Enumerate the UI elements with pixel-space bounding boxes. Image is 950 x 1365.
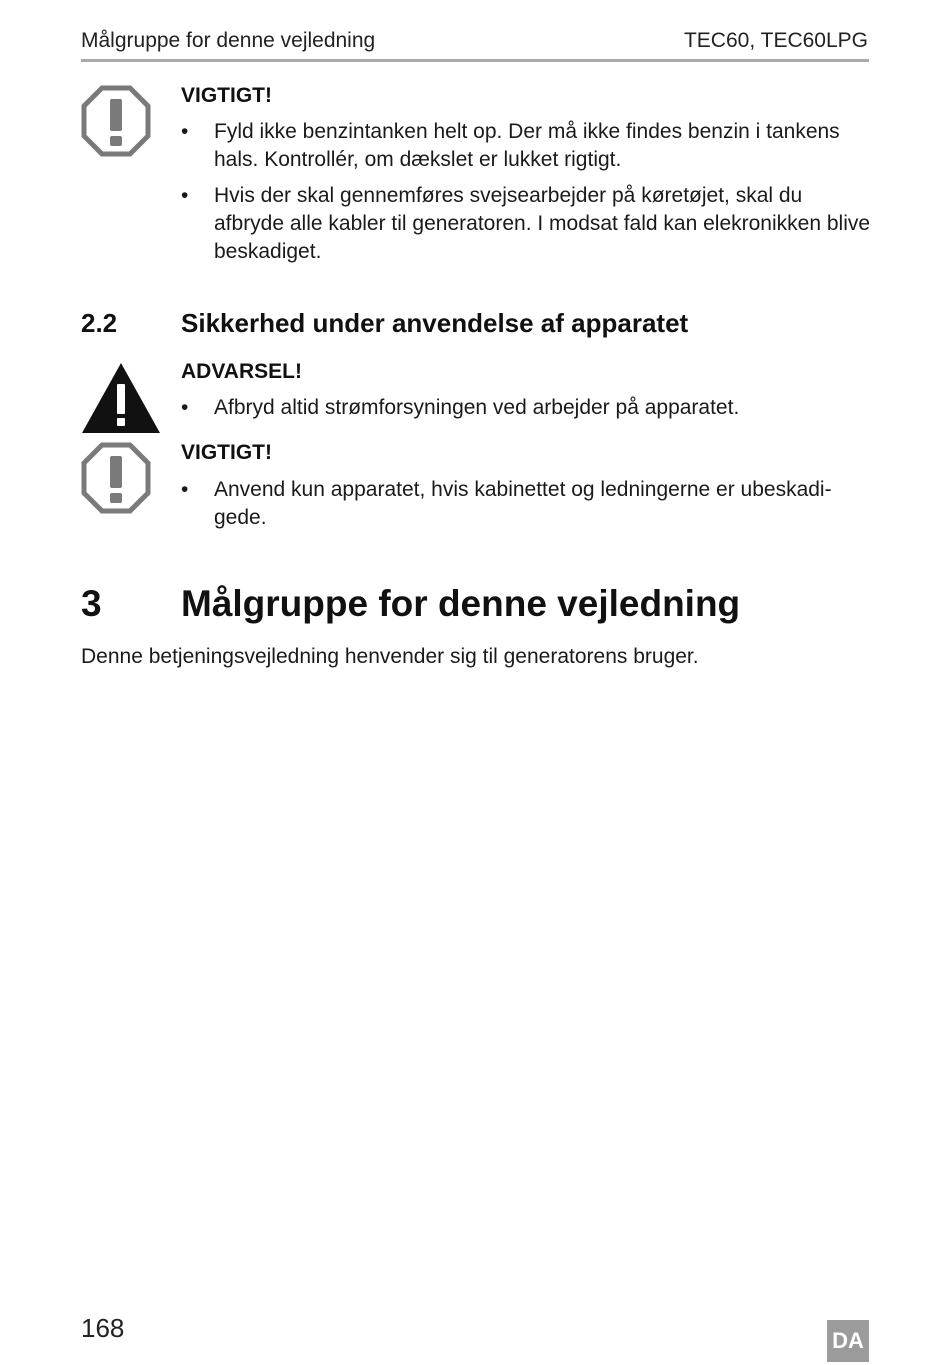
- notice-heading: ADVARSEL!: [181, 360, 302, 383]
- list-item: [181, 394, 871, 422]
- running-header-model: TEC60, TEC60LPG: [683, 29, 868, 52]
- list-item-line: hals. Kontrollér, om dækslet er lukket rigtigt.: [214, 148, 622, 171]
- chapter-title: Målgruppe for denne vejledning: [181, 583, 741, 624]
- important-octagon-icon: [81, 442, 151, 514]
- list-item: [181, 118, 871, 174]
- section-number: 2.2: [81, 308, 118, 338]
- list-item-line: Afbryd altid strømforsyningen ved arbejder på apparatet.: [214, 396, 740, 419]
- section-title: Sikkerhed under anvendelse af apparatet: [181, 308, 689, 338]
- notice-heading: VIGTIGT!: [181, 441, 272, 464]
- list-item-line: beskadiget.: [214, 240, 322, 263]
- important-octagon-icon: [81, 85, 151, 157]
- bullet-marker: •: [181, 396, 189, 419]
- language-badge: DA: [827, 1320, 869, 1362]
- running-header-title: Målgruppe for denne vejledning: [81, 29, 376, 52]
- list-item: [181, 476, 871, 532]
- list-item-line: afbryde alle kabler til generatoren. I modsat fald kan elekronikken blive: [214, 212, 871, 235]
- bullet-marker: •: [181, 478, 189, 501]
- page-number: 168: [81, 1313, 125, 1343]
- list-item-line: Anvend kun apparatet, hvis kabinettet og ledningerne er ubeskadi-: [214, 478, 832, 501]
- list-item-line: Fyld ikke benzintanken helt op. Der må ikke findes benzin i tankens: [214, 120, 840, 143]
- list-item: [181, 182, 871, 266]
- notice-heading: VIGTIGT!: [181, 84, 272, 107]
- list-item-line: gede.: [214, 506, 267, 529]
- list-item-line: Hvis der skal gennemføres svejsearbejder på køretøjet, skal du: [214, 184, 803, 207]
- header-divider: [81, 59, 869, 62]
- body-paragraph: Denne betjeningsvejledning henvender sig til generatorens bruger.: [81, 645, 699, 668]
- bullet-marker: •: [181, 120, 189, 143]
- warning-triangle-icon: [81, 362, 161, 434]
- chapter-number: 3: [81, 583, 102, 624]
- bullet-marker: •: [181, 184, 189, 207]
